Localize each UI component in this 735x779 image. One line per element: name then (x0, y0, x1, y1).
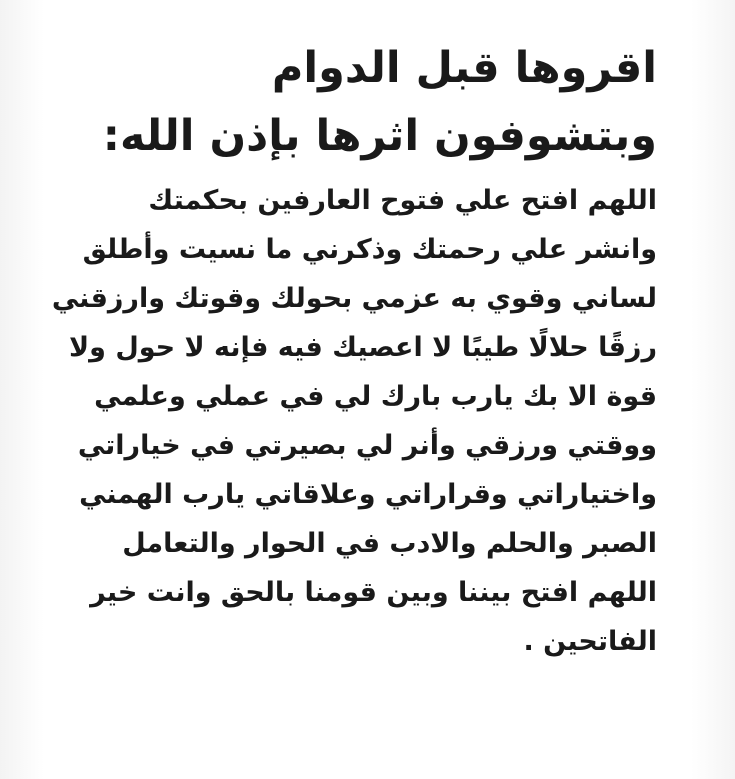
prayer-line-8: الصبر والحلم والادب في الحوار والتعامل (122, 528, 657, 559)
prayer-text-block (51, 34, 657, 666)
title-line-1: اقروها قبل الدوام (271, 43, 657, 93)
prayer-line-3: لساني وقوي به عزمي بحولك وقوتك وارزقني (51, 283, 657, 314)
prayer-line-10: الفاتحين . (523, 626, 657, 657)
title-line-2: وبتشوفون اثرها بإذن الله: (102, 111, 657, 161)
prayer-line-4: رزقًا حلالًا طيبًا لا اعصيك فيه فإنه لا حول ولا (69, 332, 657, 363)
prayer-line-7: واختياراتي وقراراتي وعلاقاتي يارب الهمني (79, 479, 657, 510)
prayer-line-5: قوة الا بك يارب بارك لي في عملي وعلمي (94, 381, 657, 412)
prayer-line-2: وانشر علي رحمتك وذكرني ما نسيت وأطلق (82, 234, 657, 265)
prayer-line-9: اللهم افتح بيننا وبين قومنا بالحق وانت خير (90, 577, 657, 608)
prayer-line-1: اللهم افتح علي فتوح العارفين بحكمتك (148, 185, 657, 216)
prayer-line-6: ووقتي ورزقي وأنر لي بصيرتي في خياراتي (77, 430, 657, 461)
